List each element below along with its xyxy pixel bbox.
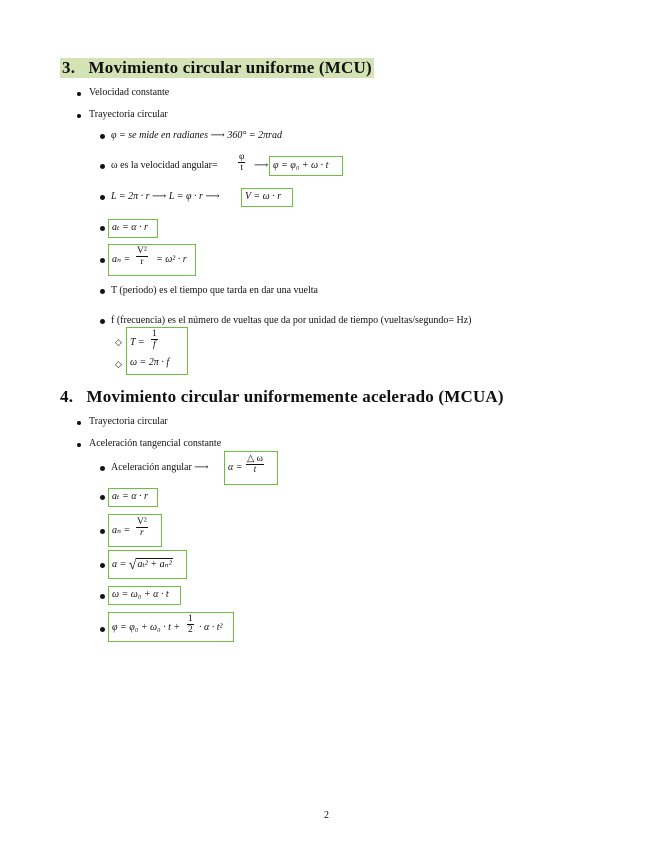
bullet (77, 421, 81, 425)
list-item: Trayectoria circular (89, 109, 168, 120)
diamond-bullet: ◇ (115, 359, 122, 369)
phi-formula-lhs: φ = φ₀ + ω₀ · t + (112, 622, 181, 633)
omega-fraction: $\frac{\varphi}{t}$ (239, 152, 245, 173)
normal-accel-fraction: $\frac{\text{V²}}{r}$ (137, 517, 147, 538)
bullet (100, 319, 105, 324)
period-fraction: $\frac{1}{f}$ (152, 329, 157, 350)
omega-accel-formula: ω = ω₀ + α · t (112, 589, 169, 600)
arrow: ⟶ (254, 160, 269, 171)
omega-formula: φ = φ₀ + ω · t (273, 160, 329, 171)
bullet (100, 466, 105, 471)
list-item-period: T (periodo) es el tiempo que tarda en dar una vuelta (111, 285, 318, 296)
section-3-number: 3. (62, 58, 76, 77)
phi-formula-rhs: · α · t² (199, 622, 223, 633)
bullet (100, 289, 105, 294)
velocity-formula: V = ω · r (245, 191, 282, 202)
section-4-title: Movimiento circular uniformemente acelerado (MCUA) (86, 387, 504, 406)
phi-fraction: $\frac{1}{2}$ (188, 614, 193, 635)
bullet (77, 443, 81, 447)
list-item-phi-rad: φ = se mide en radianes ⟶ 360° = 2πrad (111, 130, 282, 141)
list-item-length: L = 2π · r ⟶ L = φ · r ⟶ (111, 191, 220, 202)
alpha-fraction: $\frac{\triangle \omega}{t}$ (247, 454, 263, 475)
list-item: Velocidad constante (89, 87, 170, 98)
section-3-heading (60, 58, 374, 78)
bullet (77, 92, 81, 96)
bullet (100, 164, 105, 169)
section-3-title: Movimiento circular uniforme (MCU) (88, 58, 372, 77)
list-item-omega: ω es la velocidad angular= (111, 160, 218, 171)
tangential-accel: aₜ = α · r (112, 491, 148, 502)
normal-accel-fraction: $\frac{\text{V²}}{r}$ (137, 246, 147, 267)
bullet (100, 134, 105, 139)
list-item: Trayectoria circular (89, 416, 168, 427)
normal-accel-lhs: aₙ = (112, 525, 131, 536)
normal-accel-rhs: = ω² · r (156, 254, 187, 265)
total-accel: a = √aₜ² + aₙ² (112, 558, 172, 573)
bullet (100, 258, 105, 263)
diamond-bullet: ◇ (115, 337, 122, 347)
omega-frequency: ω = 2π · f (130, 357, 170, 368)
list-item-frequency: f (frecuencia) es el número de vueltas que da por unidad de tiempo (vueltas/segundo= Hz) (111, 315, 472, 326)
page-number: 2 (324, 810, 329, 821)
bullet (100, 195, 105, 200)
bullet (100, 563, 105, 568)
period-lhs: T = (130, 337, 145, 348)
alpha-lhs: α = (228, 462, 243, 473)
bullet (100, 495, 105, 500)
list-item-angular-accel: Aceleración angular ⟶ (111, 462, 209, 473)
bullet (100, 226, 105, 231)
section-4-heading (60, 387, 504, 407)
bullet (100, 529, 105, 534)
bullet (100, 627, 105, 632)
section-4-number: 4. (60, 387, 74, 406)
list-item: Aceleración tangencial constante (89, 438, 222, 449)
bullet (100, 594, 105, 599)
bullet (77, 114, 81, 118)
tangential-accel: aₜ = α · r (112, 222, 148, 233)
normal-accel-lhs: aₙ = (112, 254, 131, 265)
